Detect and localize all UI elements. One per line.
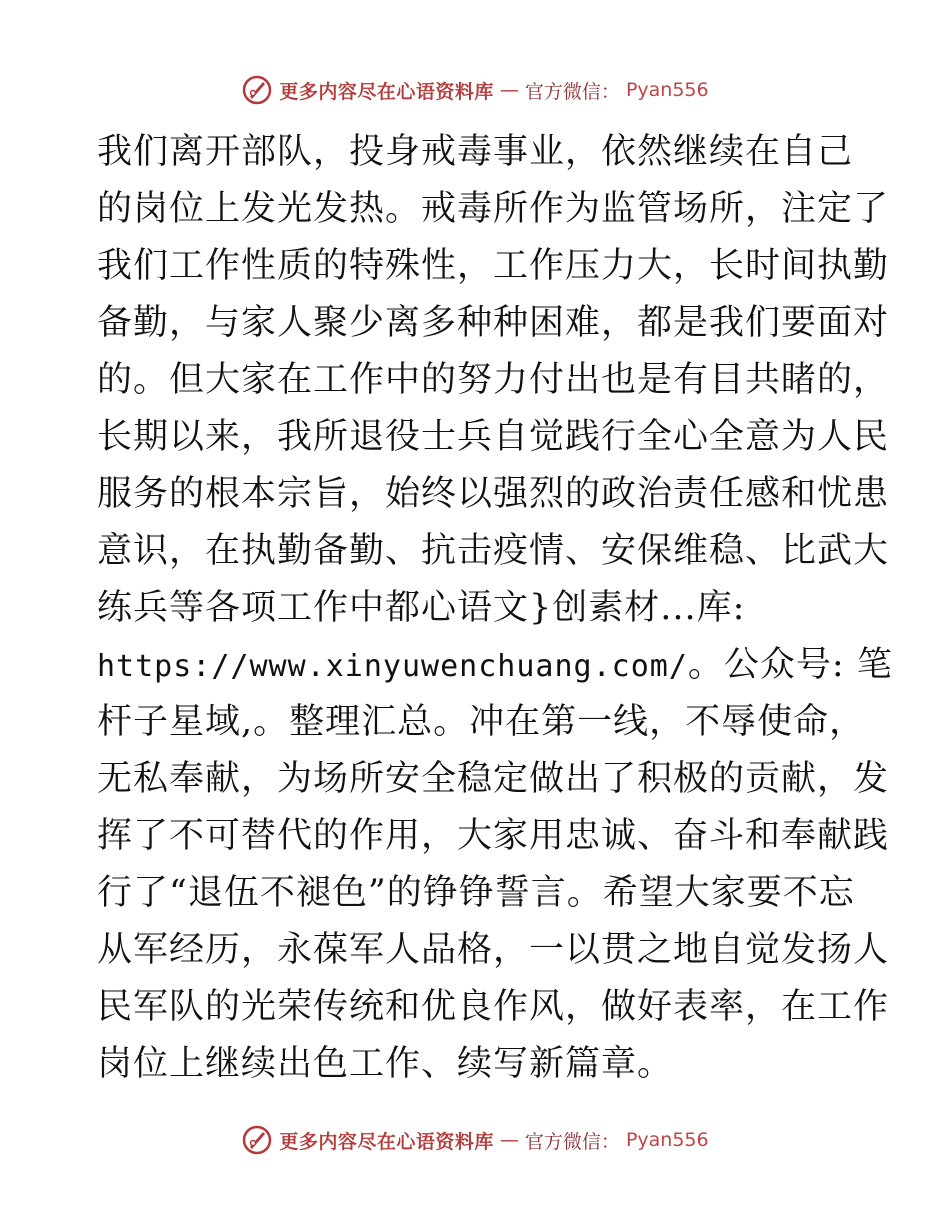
header-banner [0,70,950,110]
url-line-suffix: 。公众号: 笔 [687,645,893,685]
text-line: 意识，在执勤备勤、抗击疫情、安保维稳、比武大 [97,531,890,571]
banner-separator: — [499,79,519,101]
banner-wechat-id: Pyan556 [625,1129,709,1151]
banner-title: 更多内容尽在心语资料库 [279,1130,494,1153]
text-line: 我们工作性质的特殊性，工作压力大，长时间执勤 [97,246,890,286]
banner-wechat-label: 官方微信： [524,1130,620,1153]
text-line: 岗位上继续出色工作、续写新篇章。 [97,1044,674,1084]
text-line: 备勤，与家人聚少离多种种困难，都是我们要面对 [97,303,890,343]
text-line: 的岗位上发光发热。戒毒所作为监管场所，注定了 [97,189,890,229]
text-line: 杆子星域,。整理汇总。冲在第一线，不辱使命， [97,702,866,742]
text-line: 挥了不可替代的作用，大家用忠诚、奋斗和奉献践 [97,816,890,856]
text-line: 无私奉献，为场所安全稳定做出了积极的贡献，发 [97,759,890,799]
text-line: 练兵等各项工作中都心语文}创素材...库: [97,588,746,628]
text-line-url [97,637,893,694]
banner-title: 更多内容尽在心语资料库 [279,80,494,103]
banner-wechat-id: Pyan556 [625,79,709,101]
quill-circle-logo-icon [241,1124,273,1156]
text-line: 的。但大家在工作中的努力付出也是有目共睹的， [97,360,890,400]
text-line: 长期以来，我所退役士兵自觉践行全心全意为人民 [97,417,890,457]
footer-banner [0,1120,950,1160]
text-line: 服务的根本宗旨，始终以强烈的政治责任感和忧患 [97,474,890,514]
text-line: 从军经历，永葆军人品格，一以贯之地自觉发扬人 [97,930,890,970]
text-line: 我们离开部队，投身戒毒事业，依然继续在自己 [97,132,854,172]
banner-separator: — [499,1129,519,1151]
text-line: 民军队的光荣传统和优良作风，做好表率，在工作 [97,987,890,1027]
banner-wechat-label: 官方微信： [524,80,620,103]
document-body [97,124,893,1093]
url-link[interactable]: https://www.xinyuwenchuang.com/ [97,649,688,684]
text-line: 行了“退伍不褪色”的铮铮誓言。希望大家要不忘 [97,873,855,913]
quill-circle-logo-icon [241,74,273,106]
